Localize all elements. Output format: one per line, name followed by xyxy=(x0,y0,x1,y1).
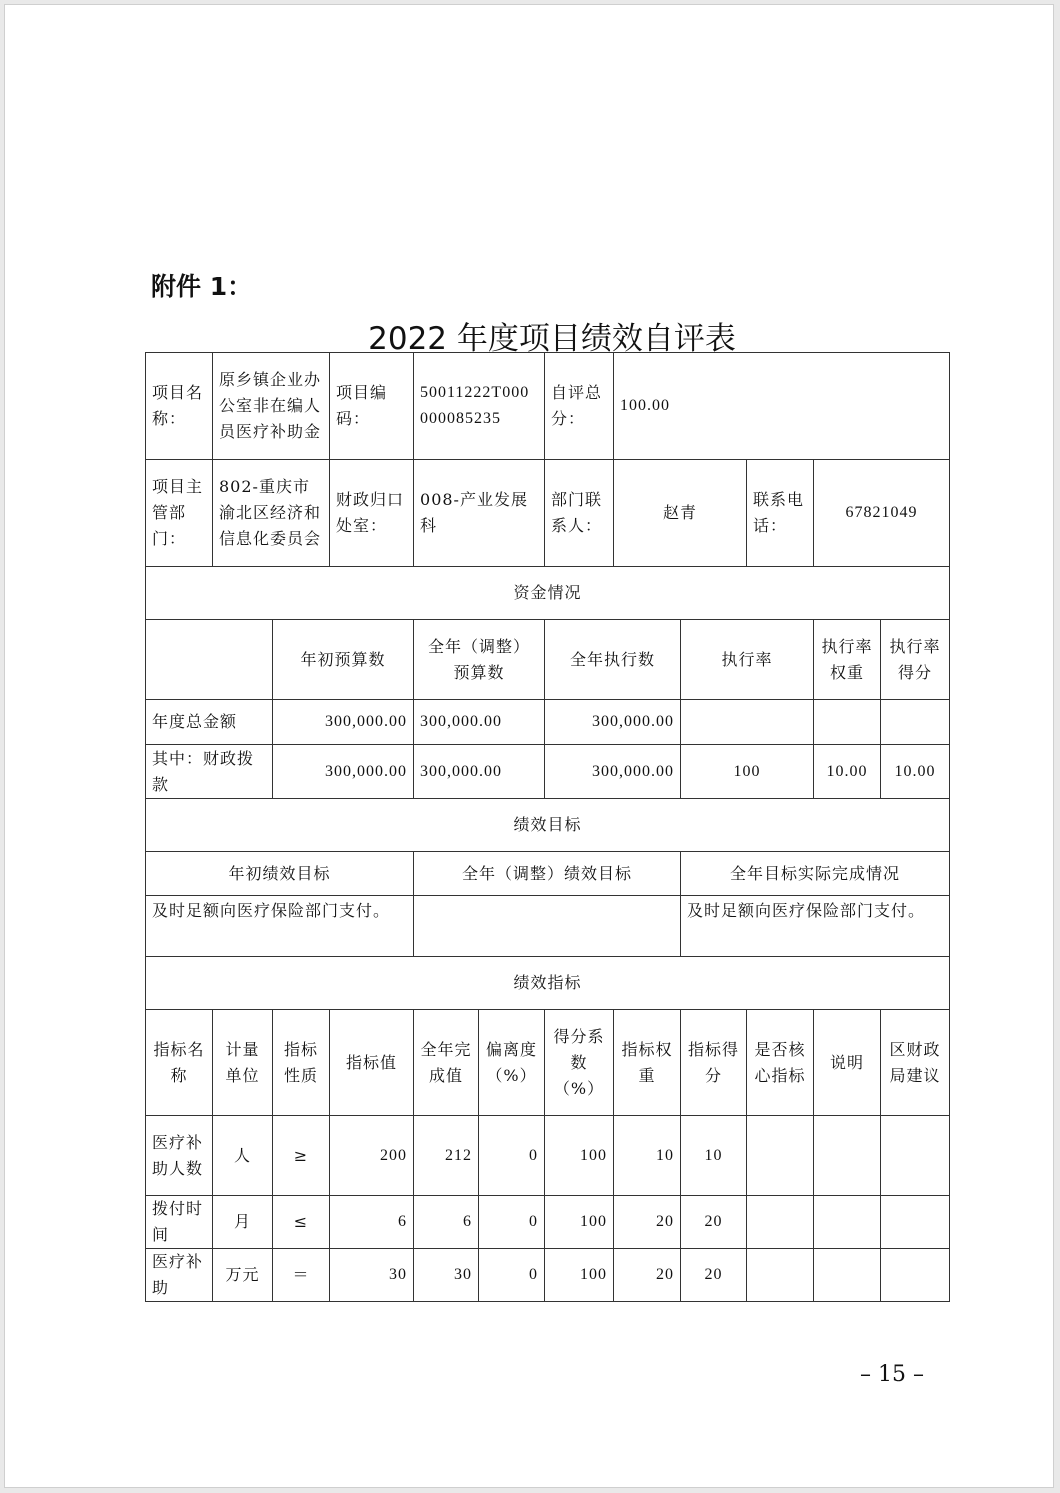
self-score: 100.00 xyxy=(614,353,950,460)
ind-unit: 万元 xyxy=(213,1249,273,1302)
funds-header-row xyxy=(146,620,950,700)
funds-row-executed: 300,000.00 xyxy=(545,700,681,745)
indicators-section-row xyxy=(146,957,950,1010)
ind-header-name: 指标名称 xyxy=(146,1010,213,1116)
funds-row-rate xyxy=(681,700,814,745)
info-row-2 xyxy=(146,460,950,567)
ind-score: 20 xyxy=(681,1196,747,1249)
ind-advice xyxy=(881,1196,950,1249)
goals-section-row xyxy=(146,799,950,852)
ind-core xyxy=(747,1116,814,1196)
ind-name: 医疗补助人数 xyxy=(146,1116,213,1196)
project-name-label: 项目名称： xyxy=(146,353,213,460)
dept: 802-重庆市渝北区经济和信息化委员会 xyxy=(213,460,330,567)
ind-name: 医疗补助 xyxy=(146,1249,213,1302)
ind-value: 200 xyxy=(330,1116,414,1196)
funds-row-weight xyxy=(814,700,881,745)
ind-core xyxy=(747,1196,814,1249)
goals-header-actual: 全年目标实际完成情况 xyxy=(681,852,950,896)
attachment-label: 附件 1： xyxy=(151,272,253,301)
phone-label: 联系电话： xyxy=(747,460,814,567)
funds-row-budget: 300,000.00 xyxy=(273,700,414,745)
ind-header-score: 指标得分 xyxy=(681,1010,747,1116)
funds-header-executed: 全年执行数 xyxy=(545,620,681,700)
dept-label: 项目主管部门： xyxy=(146,460,213,567)
ind-note xyxy=(814,1249,881,1302)
finance: 008-产业发展科 xyxy=(414,460,545,567)
ind-note xyxy=(814,1196,881,1249)
finance-label: 财政归口处室： xyxy=(330,460,414,567)
ind-weight: 10 xyxy=(614,1116,681,1196)
ind-nature: ≤ xyxy=(273,1196,330,1249)
indicator-row xyxy=(146,1116,950,1196)
funds-header-budget: 年初预算数 xyxy=(273,620,414,700)
funds-row xyxy=(146,700,950,745)
self-score-label: 自评总分： xyxy=(545,353,614,460)
ind-header-note: 说明 xyxy=(814,1010,881,1116)
funds-header-adjusted: 全年（调整）预算数 xyxy=(414,620,545,700)
page-title: 2022 年度项目绩效自评表 xyxy=(368,321,736,357)
ind-note xyxy=(814,1116,881,1196)
ind-header-actual: 全年完成值 xyxy=(414,1010,479,1116)
indicator-row xyxy=(146,1249,950,1302)
goal-initial: 及时足额向医疗保险部门支付。 xyxy=(146,896,414,957)
page-number: – 15 – xyxy=(860,1362,924,1387)
ind-header-value: 指标值 xyxy=(330,1010,414,1116)
indicator-row xyxy=(146,1196,950,1249)
ind-coef: 100 xyxy=(545,1249,614,1302)
funds-row-budget: 300,000.00 xyxy=(273,745,414,799)
funds-row-adjusted: 300,000.00 xyxy=(414,745,545,799)
ind-advice xyxy=(881,1249,950,1302)
indicators-section-title: 绩效指标 xyxy=(146,957,950,1010)
ind-score: 20 xyxy=(681,1249,747,1302)
funds-header-rate: 执行率 xyxy=(681,620,814,700)
ind-advice xyxy=(881,1116,950,1196)
ind-header-unit: 计量单位 xyxy=(213,1010,273,1116)
ind-nature: ＝ xyxy=(273,1249,330,1302)
funds-row-rate: 100 xyxy=(681,745,814,799)
funds-row-score xyxy=(881,700,950,745)
ind-header-deviation: 偏离度（%） xyxy=(479,1010,545,1116)
indicators-header-row xyxy=(146,1010,950,1116)
funds-section-title: 资金情况 xyxy=(146,567,950,620)
goals-header-row xyxy=(146,852,950,896)
contact-label: 部门联系人： xyxy=(545,460,614,567)
ind-unit: 月 xyxy=(213,1196,273,1249)
ind-actual: 30 xyxy=(414,1249,479,1302)
ind-header-advice: 区财政局建议 xyxy=(881,1010,950,1116)
project-code: 50011222T000000085235 xyxy=(414,353,545,460)
funds-row-name: 年度总金额 xyxy=(146,700,273,745)
ind-header-coef: 得分系数（%） xyxy=(545,1010,614,1116)
ind-unit: 人 xyxy=(213,1116,273,1196)
funds-row-adjusted: 300,000.00 xyxy=(414,700,545,745)
ind-actual: 6 xyxy=(414,1196,479,1249)
funds-header-blank xyxy=(146,620,273,700)
phone: 67821049 xyxy=(814,460,950,567)
goals-header-adjusted: 全年（调整）绩效目标 xyxy=(414,852,681,896)
ind-core xyxy=(747,1249,814,1302)
funds-row xyxy=(146,745,950,799)
funds-row-weight: 10.00 xyxy=(814,745,881,799)
goals-section-title: 绩效目标 xyxy=(146,799,950,852)
ind-deviation: 0 xyxy=(479,1116,545,1196)
ind-header-core: 是否核心指标 xyxy=(747,1010,814,1116)
ind-coef: 100 xyxy=(545,1116,614,1196)
evaluation-table xyxy=(145,352,950,1302)
ind-nature: ≥ xyxy=(273,1116,330,1196)
ind-coef: 100 xyxy=(545,1196,614,1249)
goal-actual: 及时足额向医疗保险部门支付。 xyxy=(681,896,950,957)
ind-deviation: 0 xyxy=(479,1249,545,1302)
ind-weight: 20 xyxy=(614,1249,681,1302)
ind-deviation: 0 xyxy=(479,1196,545,1249)
ind-actual: 212 xyxy=(414,1116,479,1196)
ind-header-weight: 指标权重 xyxy=(614,1010,681,1116)
contact: 赵青 xyxy=(614,460,747,567)
funds-row-executed: 300,000.00 xyxy=(545,745,681,799)
info-row-1 xyxy=(146,353,950,460)
project-name: 原乡镇企业办公室非在编人员医疗补助金 xyxy=(213,353,330,460)
ind-value: 30 xyxy=(330,1249,414,1302)
funds-section-row xyxy=(146,567,950,620)
ind-score: 10 xyxy=(681,1116,747,1196)
project-code-label: 项目编码： xyxy=(330,353,414,460)
funds-header-weight: 执行率权重 xyxy=(814,620,881,700)
ind-value: 6 xyxy=(330,1196,414,1249)
goals-header-initial: 年初绩效目标 xyxy=(146,852,414,896)
funds-row-name: 其中：财政拨款 xyxy=(146,745,273,799)
funds-header-score: 执行率得分 xyxy=(881,620,950,700)
goal-adjusted xyxy=(414,896,681,957)
funds-row-score: 10.00 xyxy=(881,745,950,799)
ind-weight: 20 xyxy=(614,1196,681,1249)
goals-content-row xyxy=(146,896,950,957)
ind-header-nature: 指标性质 xyxy=(273,1010,330,1116)
ind-name: 拨付时间 xyxy=(146,1196,213,1249)
